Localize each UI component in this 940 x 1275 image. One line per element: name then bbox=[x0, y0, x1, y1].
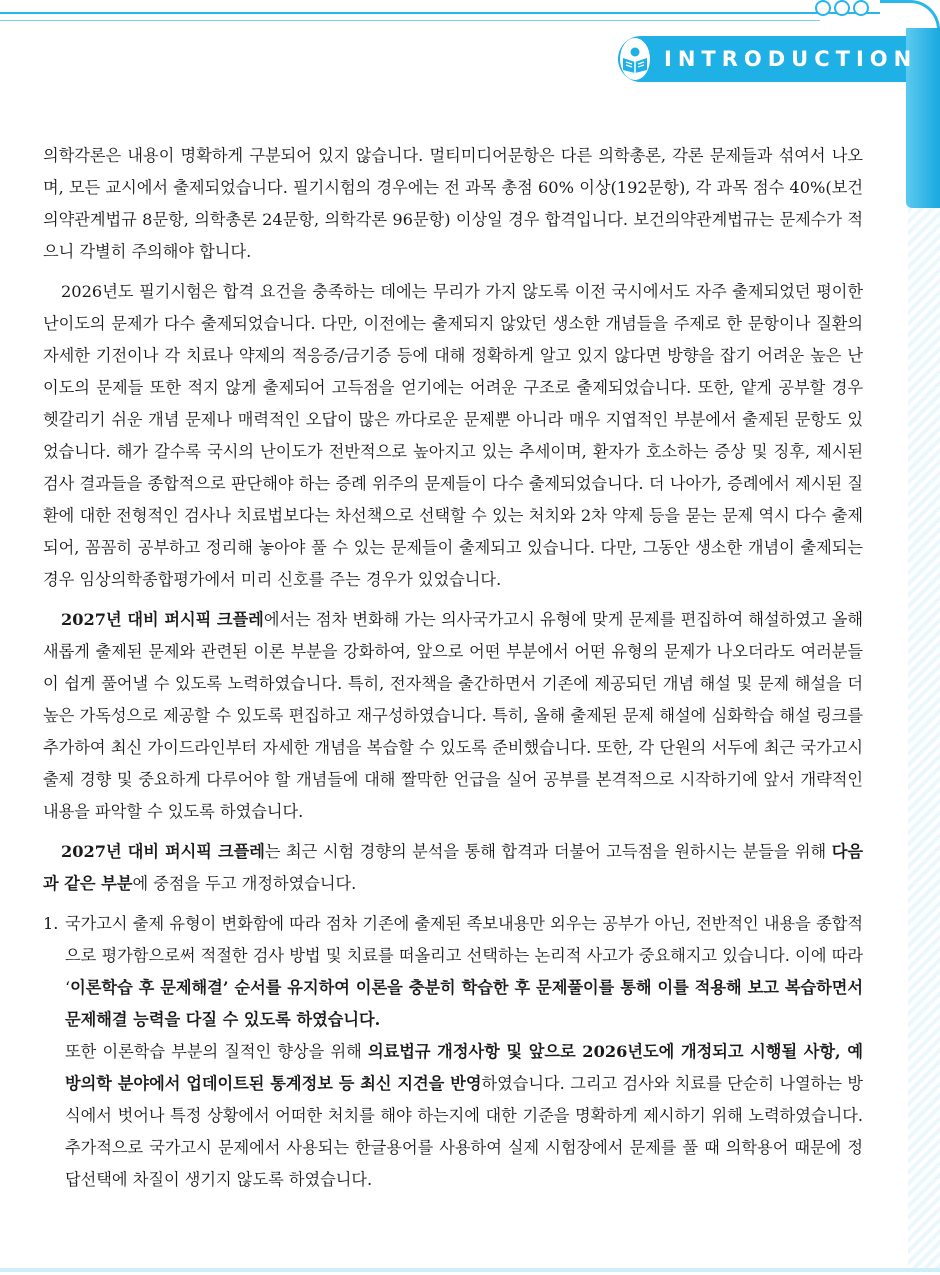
paragraph-4-text: 는 최근 시험 경향의 분석을 통해 합격과 더불어 고득점을 원하시는 분들을 위해 bbox=[264, 842, 832, 861]
decor-dot bbox=[834, 0, 850, 16]
emphasis-bold: 다음과 같은 부분 bbox=[43, 842, 863, 893]
top-rule-thin bbox=[0, 20, 820, 21]
list-emphasis: 이론학습 후 문제해결’ 순서를 유지하여 이론을 충분히 학습한 후 문제풀이를 통해 이를 적용해 보고 복습하면서 문제해결 능력을 다질 수 있도록 하였습니다. bbox=[65, 978, 863, 1029]
paragraph-1: 의학각론은 내용이 명확하게 구분되어 있지 않습니다. 멀티미디어문항은 다른 의학총론, 각론 문제들과 섞여서 나오며, 모든 교시에서 출제되었습니다. 필기시험의 경우에는 전 과목 총점 60% 이상(192문항), 각 과목 점수 40%(보건의약관계법규 8문항, 의학총론 24문항, 의학각론 96문항) 이상일 경우 합격입니다. 보건의약관계법규는 문제수가 적으니 각별히 주의해야 합니다. bbox=[43, 146, 863, 261]
list-paragraph-2 bbox=[65, 1036, 863, 1196]
book-title-bold: 2027년 대비 퍼시픽 크플레 bbox=[61, 610, 264, 629]
decor-dot bbox=[853, 0, 869, 16]
paragraph-3 bbox=[43, 604, 863, 828]
list-text-end: 하였습니다. 그리고 검사와 치료를 단순히 나열하는 방식에서 벗어나 특정 상황에서 어떠한 처치를 해야 하는지에 대한 기준을 명확하게 제시하기 위해 노력하였습니다. 추가적으로 국가고시 문제에서 사용되는 한글용어를 사용하여 실제 시험장에서 문제를 풀 때 의학용어 때문에 정답선택에 차질이 생기지 않도록 하였습니다. bbox=[65, 1074, 863, 1189]
book-title-bold: 2027년 대비 퍼시픽 크플레 bbox=[61, 842, 265, 861]
corner-arc bbox=[880, 0, 940, 30]
decor-dot bbox=[815, 0, 831, 16]
paragraph-2: 2026년도 필기시험은 합격 요건을 충족하는 데에는 무리가 가지 않도록 이전 국시에서도 자주 출제되었던 평이한 난이도의 문제가 다수 출제되었습니다. 다만, 이전에는 출제되지 않았던 생소한 개념들을 주제로 한 문항이나 질환의 자세한 기전이나 각 치료나 약제의 적응증/금기증 등에 대해 정확하게 알고 있지 않다면 방향을 잡기 어려운 높은 난이도의 문제들 또한 적지 않게 출제되어 고득점을 얻기에는 어려운 구조로 출제되었습니다. 또한, 얕게 공부할 경우 헷갈리기 쉬운 개념 문제나 매력적인 오답이 많은 까다로운 문제뿐 아니라 매우 지엽적인 부분에서 출제된 문항도 있었습니다. 해가 갈수록 국시의 난이도가 전반적으로 높아지고 있는 추세이며, 환자가 호소하는 증상 및 징후, 제시된 검사 결과들을 종합적으로 판단해야 하는 증례 위주의 문제들이 다수 출제되었습니다. 더 나아가, 증례에서 제시된 질환에 대한 전형적인 검사나 치료법보다는 차선책으로 선택할 수 있는 처치와 2차 약제 등을 묻는 문제 역시 다수 출제되어, 꼼꼼히 공부하고 정리해 놓아야 풀 수 있는 문제들이 출제되고 있습니다. 다만, 그동안 생소한 개념이 출제되는 경우 임상의학종합평가에서 미리 신호를 주는 경우가 있었습니다. bbox=[43, 282, 863, 589]
side-pattern bbox=[908, 208, 940, 1268]
top-rule bbox=[0, 12, 880, 14]
list-emphasis: 의료법규 개정사항 및 앞으로 2026년도에 개정되고 시행될 사항, 예방의학 분야에서 업데이트된 통계정보 등 최신 지견을 반영 bbox=[65, 1042, 863, 1093]
page-title: INTRODUCTION bbox=[664, 47, 918, 71]
list-text: 국가고시 출제 유형이 변화함에 따라 점차 기존에 출제된 족보내용만 외우는 공부가 아닌, 전반적인 내용을 종합적으로 평가함으로써 적절한 검사 방법 및 치료를 떠올리고 선택하는 논리적 사고가 중요해지고 있습니다. 이에 따라 ‘ bbox=[65, 914, 863, 997]
list-paragraph-1 bbox=[65, 908, 863, 1036]
bottom-rule bbox=[0, 1268, 940, 1272]
list-text: 또한 이론학습 부분의 질적인 향상을 위해 bbox=[65, 1042, 368, 1061]
decor-dots bbox=[815, 0, 869, 16]
body-text bbox=[43, 140, 863, 1196]
list-number: 1. bbox=[43, 914, 59, 933]
book-reader-icon bbox=[620, 38, 650, 80]
list-item bbox=[43, 908, 863, 1196]
paragraph-4-text-end: 에 중점을 두고 개정하였습니다. bbox=[132, 874, 357, 893]
paragraph-4 bbox=[43, 836, 863, 900]
paragraph-3-text: 에서는 점차 변화해 가는 의사국가고시 유형에 맞게 문제를 편집하여 해설하였고 올해 새롭게 출제된 문제와 관련된 이론 부분을 강화하여, 앞으로 어떤 부분에서 어떤 유형의 문제가 나오더라도 여러분들이 쉽게 풀어낼 수 있도록 노력하였습니다. 특히, 전자책을 출간하면서 기존에 제공되던 개념 해설 및 문제 해설을 더 높은 가독성으로 제공할 수 있도록 편집하고 재구성하였습니다. 특히, 올해 출제된 문제 해설에 심화학습 해설 링크를 추가하여 최신 가이드라인부터 자세한 개념을 복습할 수 있도록 준비했습니다. 또한, 각 단원의 서두에 최근 국가고시 출제 경향 및 중요하게 다루어야 할 개념들에 대해 짤막한 언급을 실어 공부를 본격적으로 시작하기에 앞서 개략적인 내용을 파악할 수 있도록 하였습니다. bbox=[43, 610, 863, 821]
section-header bbox=[618, 36, 918, 82]
